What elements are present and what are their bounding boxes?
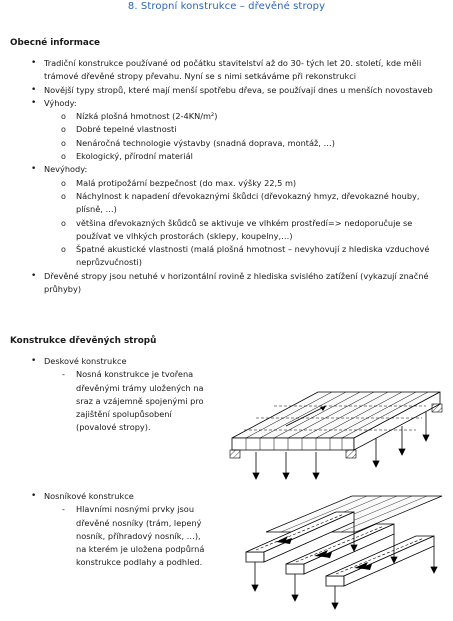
item-description: Hlavními nosnými prvky jsou dřevěné nosníky (trám, lepený nosník, příhradový nosník, …), na kterém je uložena podpůrná konstrukce podlahy a podhled.	[76, 504, 205, 568]
section-heading-general: Obecné informace	[10, 38, 101, 48]
sub-list-item	[0, 217, 440, 244]
item-text: Dřevěné stropy jsou netuhé v horizontální rovině z hlediska svislého zatížení (vykazují značné průhyby)	[44, 270, 429, 295]
list-item	[0, 57, 440, 84]
sub-list-item	[0, 243, 440, 270]
list-item	[0, 163, 440, 176]
sub-item-text: Špatné akustické vlastnosti (malá plošná hmotnost – nevyhovují z hlediska vzduchové neprůzvučnosti)	[76, 244, 430, 268]
sub-item-text: Malá protipožární bezpečnost (do max. výšky 22,5 m)	[76, 177, 297, 188]
list-item	[0, 355, 440, 368]
circle-bullet-icon: o	[61, 218, 66, 228]
bullet-icon: •	[31, 58, 37, 68]
sub-list-item	[0, 137, 440, 150]
circle-bullet-icon: o	[61, 178, 66, 188]
sub-item-text: Ekologický, přírodní materiál	[76, 151, 193, 162]
bullet-icon: •	[31, 84, 37, 95]
page-title: 8. Stropní konstrukce – dřevěné stropy	[127, 1, 326, 12]
bullet-icon: •	[31, 97, 37, 108]
sub-list-item	[0, 110, 440, 123]
circle-bullet-icon: o	[61, 245, 66, 255]
section-heading-constructions: Konstrukce dřevěných stropů	[10, 336, 157, 346]
circle-bullet-icon: o	[61, 112, 66, 122]
beam-floor-illustration	[236, 490, 450, 614]
bullet-icon: •	[31, 356, 37, 366]
sub-item-text: Dobré tepelné vlastnosti	[76, 124, 177, 135]
circle-bullet-icon: o	[61, 125, 66, 135]
item-text: Tradiční konstrukce používané od počátku stavitelství až do 30- tých let 20. století, kde měli trámové dřevěné stropy převahu. Nyní se s nimi setkáváme při rekonstrukci	[44, 58, 422, 82]
item-text: Výhody:	[44, 97, 77, 108]
sub-list-item	[0, 123, 440, 136]
item-text: Nevýhody:	[44, 164, 88, 175]
item-text: Nosníkové konstrukce	[44, 491, 134, 501]
bullet-icon: •	[31, 270, 37, 281]
dash-bullet-icon: -	[62, 504, 65, 515]
circle-bullet-icon: o	[61, 152, 66, 162]
general-info-list	[0, 57, 440, 296]
dash-bullet-icon: -	[62, 369, 65, 380]
list-item	[0, 270, 440, 297]
sub-item-text: většina dřevokazných škůdců se aktivuje ve vlhkém prostředí=> nedoporučuje se používat ve vlhkých prostorách (sklepy, koupelny,…)	[76, 217, 413, 241]
sub-item-text: Nenáročná technologie výstavby (snadná doprava, montáž, …)	[76, 137, 335, 148]
sub-item-text: Nízká plošná hmotnost (2-4KN/m²)	[76, 111, 218, 122]
circle-bullet-icon: o	[61, 191, 66, 201]
sub-list-item	[0, 150, 440, 163]
circle-bullet-icon: o	[61, 138, 66, 148]
item-text: Novější typy stropů, které mají menší spotřebu dřeva, se používají dnes u menších novostaveb	[44, 84, 433, 95]
item-description: Nosná konstrukce je tvořena dřevěnými trámy uložených na sraz a vzájemně spojenými pro zajištění spolupůsobení (povalové stropy).	[76, 369, 204, 433]
sub-list-item	[0, 190, 440, 217]
sub-list-item	[0, 177, 440, 190]
list-item	[0, 97, 440, 110]
list-item	[0, 84, 440, 97]
item-text: Deskové konstrukce	[44, 356, 127, 366]
sub-item-text: Náchylnost k napadení dřevokaznými škůdci (dřevokazný hmyz, dřevokazné houby, plísně, …)	[76, 190, 420, 215]
bullet-icon: •	[31, 164, 37, 175]
bullet-icon: •	[31, 491, 37, 501]
slab-floor-illustration	[226, 380, 448, 490]
